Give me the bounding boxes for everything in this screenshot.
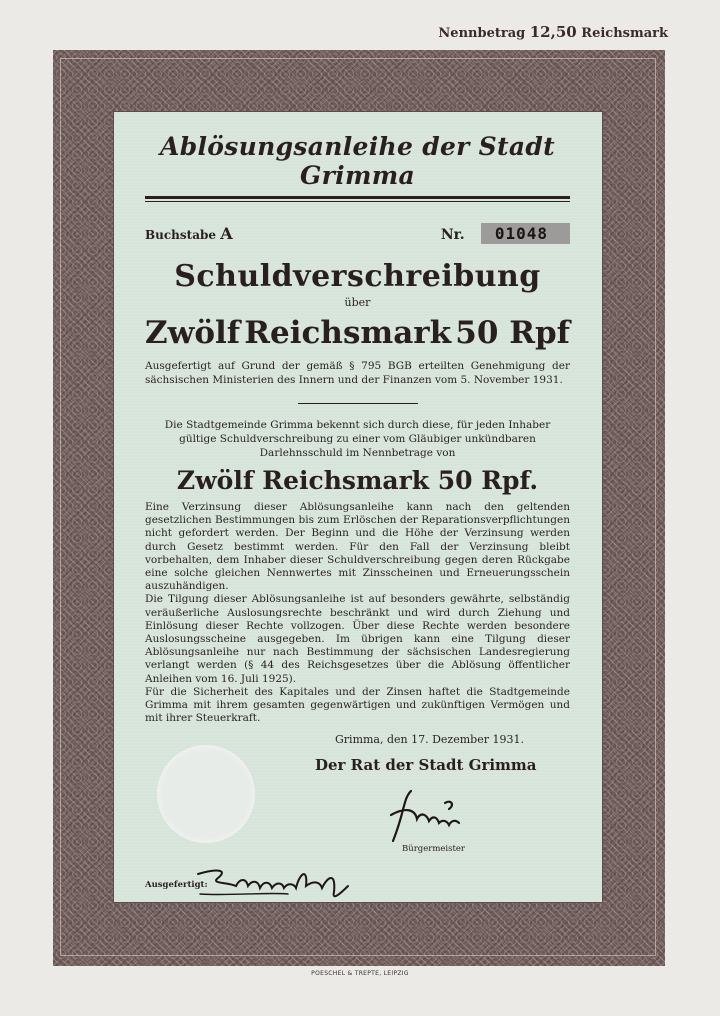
seal-stamp xyxy=(157,745,255,843)
terms-paragraph-interest: Eine Verzinsung dieser Ablösungsanleihe kann nach den geltenden gesetzlichen Bestimmungen bis zum Erlöschen der Reparationsverpflichtungen nicht gefordert werden. Der Beginn und die Höhe der Verzinsung werden durch Gesetz bestimmt werden. Für den Fall der Verzinsung bleibt vorbehalten, dem Inhaber dieser Schuldverschreibung gegen deren Rückgabe eine solche gleichen Nennwertes mit Zinsscheinen und Erneuerungsschein auszuhändigen. xyxy=(145,501,570,593)
serial-number xyxy=(441,224,570,243)
title-rule xyxy=(145,196,570,199)
nominal-value-note xyxy=(438,23,668,41)
council-signatory: Der Rat der Stadt Grimma xyxy=(315,756,537,775)
nominal-amount: 12,50 xyxy=(529,23,577,41)
letter-value: A xyxy=(220,224,233,243)
printer-imprint: POESCHEL & TREPTE, LEIPZIG xyxy=(311,970,409,977)
nominal-currency: Reichsmark xyxy=(581,26,668,41)
mayor-signature xyxy=(385,785,465,845)
amount-headline xyxy=(145,315,570,351)
title-rule-thin xyxy=(145,201,570,202)
amount-repeat: Zwölf Reichsmark 50 Rpf. xyxy=(176,466,539,495)
amount-currency: Reichsmark xyxy=(244,315,452,351)
intro-text: Die Stadtgemeinde Grimma bekennt sich durch diese, für jeden Inhaber gültige Schuldverschreibung zu einer vom Gläubiger unkündbaren Darlehnsschuld im Nennbetrage von xyxy=(164,419,551,459)
mayor-label: Bürgermeister xyxy=(402,844,465,854)
terms-text xyxy=(145,501,570,725)
series-row xyxy=(145,224,570,243)
terms-paragraph-security: Für die Sicherheit des Kapitales und der Zinsen haftet die Stadtgemeinde Grimma mit ihrem gesamten gegenwärtigen und zukünftigen Vermögen und mit ihrer Steuerkraft. xyxy=(145,685,570,725)
terms-paragraph-redemption: Die Tilgung dieser Ablösungsanleihe ist auf besonders gewährte, selbständig veräußerliche Auslosungsrechte beschränkt und wird durch Ziehung und Einlösung dieser Rechte vollzogen. Über diese Rechte werden besondere Auslosungsscheine ausgegeben. Im übrigen kann eine Tilgung dieser Ablösungsanleihe nur nach Bestimmung der sächsischen Landesregierung verlangt werden (§ 44 des Reichsgesetzes über die Ablösung öffentlicher Anleihen vom 16. Juli 1925). xyxy=(145,593,570,685)
number-label: Nr. xyxy=(440,227,465,243)
document-title: Schuldverschreibung xyxy=(174,259,541,294)
separator-rule xyxy=(298,403,418,404)
ueber-word: über xyxy=(344,296,371,309)
issued-label: Ausgefertigt: xyxy=(145,880,208,890)
issuer-title: Ablösungsanleihe der Stadt Grimma xyxy=(160,132,555,190)
place-date: Grimma, den 17. Dezember 1931. xyxy=(335,733,524,747)
letter-label: Buchstabe xyxy=(145,228,216,242)
legal-basis-text: Ausgefertigt auf Grund der gemäß § 795 BGB erteilten Genehmigung der sächsischen Ministerien des Innern und der Finanzen vom 5. November 1931. xyxy=(145,360,570,386)
issuer-signature xyxy=(188,862,358,902)
amount-word: Zwölf xyxy=(145,315,241,351)
series-letter xyxy=(145,224,233,243)
number-value: 01048 xyxy=(481,223,570,244)
nominal-label: Nennbetrag xyxy=(438,26,526,41)
amount-cents: 50 Rpf xyxy=(455,315,570,351)
